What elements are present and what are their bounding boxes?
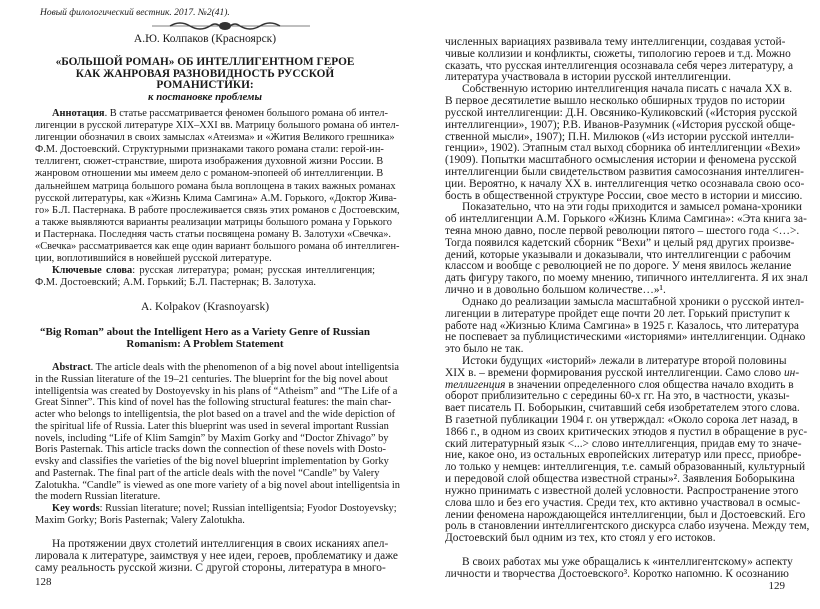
text-line: личности и творчества Достоевского³. Коротко напомню. К осознанию: [445, 567, 789, 580]
article-title: [35, 57, 375, 103]
annotation-block: [35, 108, 400, 289]
text-line: нужно принимать с известной долей условности. Распространение этого: [445, 484, 799, 497]
text-segment: в значении определенного слоя общества начало входить в: [505, 378, 794, 391]
text-line: ственной мысли», 1907); П.Н. Милюков («Из истории русской интелли-: [445, 130, 795, 143]
right-page: [410, 0, 820, 609]
text-line: Ф.М. Достоевский. Структурными признаками такого романа стали: герой-ин-: [35, 144, 384, 156]
bold-label: Ключевые слова: [52, 265, 133, 277]
text-line: Истоки будущих «историй» лежали в литературе второй половины: [462, 354, 787, 367]
text-line: 1866 г., в одном из своих критических этюдов я пустил в обращение в рус-: [445, 425, 808, 438]
paragraph: [35, 538, 398, 574]
text-line: ции. Вероятно, к началу XX в. интеллигенция четко осознавала свою осо-: [445, 177, 805, 190]
title-line: «БОЛЬШОЙ РОМАН» ОБ ИНТЕЛЛИГЕНТНОМ ГЕРОЕ: [55, 56, 355, 68]
abstract-block: [35, 362, 401, 527]
text-line: Ф.М. Достоевский; А.М. Горький; Б.Л. Пастернак; В. Залотуха.: [35, 277, 316, 289]
title-line: РОМАНИСТИКИ:: [156, 79, 254, 92]
text-line: Показательно, что на эти годы приходится и замысел романа-хроники: [462, 201, 802, 214]
text-line: лигенции в русской литературе XIX–XXI вв. Матрицу большого романа об интел-: [35, 120, 400, 132]
text-line: В первое десятилетие вышло несколько обширных трудов по истории: [445, 95, 785, 108]
bold-label: Abstract: [52, 362, 91, 373]
text-line: лигенции в литературе пройдет еще почти 20 лет. Горький приступит к: [445, 307, 790, 320]
text-segment: : Russian literature; novel; Russian intelligentsia; Fyodor Dostoyevsky;: [99, 503, 397, 514]
paragraph: [35, 362, 401, 503]
page-number: 129: [768, 580, 785, 592]
text-line: На протяжении двух столетий интеллигенция в своих исканиях апел-: [52, 538, 389, 550]
italic-term: ин-: [783, 366, 800, 379]
text-line: acter who belongs to intelligentsia, the plot based on a travel and the wide depiction of: [35, 409, 396, 420]
paragraph: [445, 295, 806, 356]
page-number: 128: [35, 576, 52, 588]
text-line: теллигент, сюжет-странствие, широта изображения духовной жизни России. В: [35, 156, 384, 168]
text-line: не поспевает за публицистическими «историями» интеллигенции. Однако: [445, 331, 806, 344]
paragraph: [445, 201, 808, 297]
text-line: evsky and classifies the varieties of the big novel blueprint implementation by Gorky: [35, 456, 389, 467]
text-line: Zalotukha. “Candle” is viewed as one more variety of a big novel about intelligentsia in: [35, 479, 401, 491]
text-line: [35, 265, 375, 277]
text-line: го» Б.Л. Пастернака. В работе прослеживается связь этих романов с Достоевским,: [35, 204, 400, 216]
text-line: роль в становлении интеллигентского дискурса слабо изучена. Между тем,: [445, 520, 810, 533]
text-line: русской литературы, как «Жизнь Клима Самгина» А.М. Горького, «Доктор Жива-: [35, 192, 397, 204]
text-line: оборот приблизительно с середины 60-х гг. На это, в частности, указы-: [445, 390, 790, 403]
text-line: вает писатель П. Боборыкин, считавший себя изобретателем этого слова.: [445, 402, 800, 415]
text-line: and Pasternak. The final part of the article deals with the novel “Candle” by Valery: [35, 467, 380, 479]
text-line: жанровом отношении мы имеем дело с романом-эпопеей об интеллигенции. В: [35, 168, 384, 180]
text-line: novels, including “Life of Klim Samgin” by Maxim Gorky and “Doctor Zhivago” by: [35, 432, 389, 444]
text-line: Достоевский был одним из тех, кто стоял у его истоков.: [445, 532, 716, 545]
text-line: об интеллигенции А.М. Горького «Жизнь Клима Самгина»: «Эта книга за-: [445, 213, 807, 226]
italic-term: теллигенция: [445, 378, 506, 391]
paragraph: [35, 108, 400, 265]
text-line: intelligentsia was created by Dostoyevsky in his plans of “Atheism” and “The Life of a: [35, 385, 398, 397]
body-text: [35, 538, 398, 574]
journal-header: Новый филологический вестник. 2017. №2(41).: [40, 8, 230, 18]
text-segment: XIX в. – времени формирования русской интеллигенции. Само слово: [445, 366, 784, 379]
paragraph: [445, 354, 810, 545]
bold-label: Key words: [52, 503, 100, 514]
text-line: генции», 1902). Этапным стал выход сборника об интеллигенции «Вехи»: [445, 142, 801, 155]
english-title: [35, 326, 375, 350]
text-line: [35, 503, 397, 515]
text-segment: . В статье рассматривается феномен большого романа об интел-: [104, 108, 388, 119]
text-line: саму реальность русской жизни. С другой стороны, литература в много-: [35, 561, 386, 574]
text-line: Однако до реализации замысла масштабной хроники о русской интел-: [462, 295, 805, 308]
text-line: численных вариациях развивала тему интеллигенции, создавая устой-: [445, 36, 786, 48]
text-line: (1909). Попытки масштабного осмысления истории и феномена русской: [445, 154, 797, 167]
text-line: дальнейшем матрица большого романа была воплощена в таких важных романах: [35, 180, 396, 192]
text-line: и Пастернака. Последняя часть статьи посвящена роману В. Залотухи «Свечка».: [35, 228, 392, 240]
title-line: КАК ЖАНРОВАЯ РАЗНОВИДНОСТЬ РУССКОЙ: [75, 67, 335, 80]
text-line: the modern Russian literature.: [35, 491, 161, 503]
text-line: Great Sinner”. This kind of novel has the following structural features: the main char-: [35, 397, 392, 409]
text-line: «Свечка» рассматривается как еще один вариант большого романа об интеллиген-: [35, 241, 400, 253]
text-line: ции, воплотившийся в новейшей русской литературе.: [35, 253, 272, 265]
text-line: В газетной публикации 1904 г. он утверждал: «Около сорока лет назад, в: [445, 414, 798, 426]
text-line: дать фигуру такого, по моему мнению, типичного интеллигента. Я их знал: [445, 272, 808, 285]
text-line: Maxim Gorky; Boris Pasternak; Valery Zalotukha.: [35, 514, 245, 526]
paragraph: [35, 265, 375, 289]
text-line: работе над «Жизнью Клима Самгина» в 1925 г. Казалось, что литература: [445, 319, 799, 332]
text-line: лигенции обозначил в своих замыслах «Атеизма» и «Жития Великого грешника»: [35, 132, 395, 144]
text-line: теяна мною давно, после первой революции пятого – шестого года <…>.: [445, 225, 800, 237]
text-line: русской интеллигенции: Д.Н. Овсянико-Куликовский («История русской: [445, 106, 798, 119]
text-line: ский литературный язык <...> слово интеллигенция, придав ему то значе-: [445, 437, 802, 450]
paragraph: [445, 36, 794, 84]
text-line: лировала к литературе, заимствуя у нее идеи, героев, проблематику и даже: [35, 549, 398, 562]
text-line: дений, которые указывали и доказывали, что интеллигенции с рабочим: [445, 248, 791, 261]
text-line: Boris Pasternak. This article tracks down the connection of these novels with Dosto-: [35, 444, 386, 456]
text-line: бость в общественной структуре России, свое место в истории и миссию.: [445, 189, 803, 202]
text-line: лично и в довольно большом количестве…»¹.: [445, 284, 666, 297]
text-line: В своих работах мы уже обращались к «интеллигентскому» аспекту: [462, 556, 793, 568]
text-line: the spiritual life of Russia. Later this blueprint was used in several important Russian: [35, 420, 389, 432]
text-line: слова шло и без его участия. Среди тех, кто активно участвовал в осмыс-: [445, 496, 801, 509]
text-line: и передовой слой общества известной страны»². Заявления Боборыкина: [445, 473, 795, 486]
text-line: [35, 108, 388, 120]
text-segment: . The article deals with the phenomenon of a big novel about intelligentsia: [90, 362, 399, 373]
title-line: Romanism: A Problem Statement: [126, 338, 284, 350]
body-text: [445, 36, 810, 545]
text-line: чивые коллизии и конфликты, сюжеты, типологию героев и т.д. Можно: [445, 47, 791, 60]
article-subtitle: к постановке проблемы: [148, 90, 262, 103]
text-line: [35, 362, 399, 374]
body-text-section: [445, 556, 793, 581]
text-line: сказать, что русская интеллигенция осознавала себя через литературу, а: [445, 59, 794, 72]
paragraph: [445, 556, 793, 581]
text-line: ло только у немцев: интеллигенция, т.е. самый образованный, культурный: [445, 461, 806, 474]
text-line: а также выявляются варианты реализации матрицы большого романа у Горького: [35, 216, 392, 228]
title-line: “Big Roman” about the Intelligent Hero as a Variety Genre of Russian: [40, 326, 370, 338]
text-line: классом и вообще с революцией не по дороге. У меня явилось желание: [445, 260, 792, 273]
bold-label: Аннотация: [52, 108, 105, 119]
text-line: in the Russian literature of the 19–21 centuries. The blueprint for the big novel about: [35, 373, 388, 385]
ornament-divider-icon: [150, 20, 312, 32]
text-line: интеллигенции были свидетельством развития самосознания интеллиген-: [445, 165, 804, 178]
text-line: лении феномена нарождающейся интеллигенции, был и Достоевский. Его: [445, 508, 806, 521]
text-line: Тогда появился кадетский сборник “Вехи” и целый ряд других произве-: [445, 236, 795, 249]
text-line: это было не так.: [445, 343, 524, 356]
text-segment: : русская литература; роман; русская интеллигенция;: [132, 265, 375, 277]
paragraph: [35, 503, 397, 527]
article-author: А.Ю. Колпаков (Красноярск): [133, 33, 277, 45]
text-line: интеллигенции», 1907); Р.В. Иванов-Разумник («История русской обще-: [445, 118, 796, 131]
text-line: Собственную историю интеллигенция начала писать с начала XX в.: [462, 83, 793, 96]
text-line: литература участвовала в истории русской интеллигенции.: [445, 71, 731, 84]
text-line: ние, какое оно, из остальных европейских литератур или пресс, приобре-: [445, 449, 802, 462]
english-author: A. Kolpakov (Krasnoyarsk): [140, 301, 270, 313]
paragraph: [445, 83, 805, 202]
